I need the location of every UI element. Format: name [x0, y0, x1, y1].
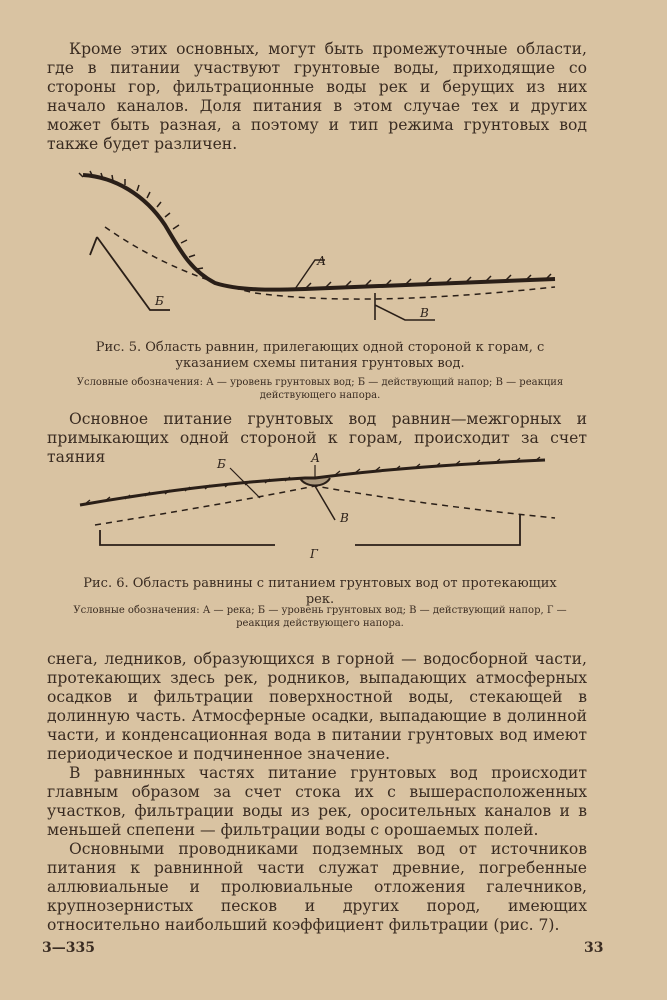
paragraph-snow-glaciers: снега, ледников, образующихся в горной — водосборной части, протекающих здесь рек, родников, выпадающих атмосферных осадков и фильтрации поверхностной воды, стекающей в долинную часть. Атмосферные осадки, выпадающие в долинной части, и конденсационная вода в питании грунтовых вод имеют периодическое и подчиненное значение. — [47, 650, 587, 763]
fig5-label-a: А — [317, 254, 327, 268]
fig5-mountain-slope — [79, 171, 555, 290]
fig6-label-b: Б — [217, 457, 226, 471]
figure-6-caption: Рис. 6. Область равнины с питанием грунтовых вод от протекающих рек. — [83, 576, 557, 607]
paragraph-plain-areas: В равнинных частях питание грунтовых вод происходит главным образом за счет стока их с вышерасположенных участков, фильтрации воды из рек, оросительных каналов и в меньшей спепени — фильтрации воды с орошаемых полей. — [47, 764, 587, 839]
fig5-label-v: В — [420, 306, 429, 320]
paragraph-conductors: Основными проводниками подземных вод от источников питания к равнинной части служат древние, погребенные аллювиальные и пролювиальные отложения галечников, крупнозернистых песков и других пород, имеющих относительно наибольший коэффициент фильтрации (рис. 7). — [47, 840, 587, 934]
paragraph-main-recharge: Основное питание грунтовых вод равнин—межгорных и примыкающих одной стороной к горам, происходит за счет таяния — [47, 410, 587, 466]
figure-6-diagram — [75, 450, 575, 570]
fig6-label-g: Г — [310, 547, 318, 561]
fig6-head-line — [315, 486, 335, 520]
figure-5-diagram — [75, 165, 565, 325]
fig6-label-v: В — [340, 511, 349, 525]
fig6-label-a: А — [311, 451, 321, 465]
fig5-label-b: Б — [155, 294, 164, 308]
printer-signature: 3—335 — [42, 940, 95, 956]
figure-5-caption: Рис. 5. Область равнин, прилегающих одной стороной к горам, с указанием схемы питания грунтовых вод. — [95, 340, 545, 371]
paragraph-intermediate-areas: Кроме этих основных, могут быть промежуточные области, где в питании участвуют грунтовые воды, приходящие со стороны гор, фильтрационные воды рек и берущих из них начало каналов. Доля питания в этом случае тех и других может быть разная, а поэтому и тип режима грунтовых вод также будет различен. — [47, 40, 587, 153]
figure-6-legend: Условные обозначения: А — река; Б — уровень грунтовых вод; В — действующий напор, Г — реакция действующего напора. — [73, 605, 567, 629]
fig6-reaction-bracket — [100, 515, 520, 545]
figure-5-legend: Условные обозначения: А — уровень грунтовых вод; Б — действующий напор; В — реакция действующего напора. — [76, 377, 564, 401]
page-number: 33 — [584, 940, 604, 956]
